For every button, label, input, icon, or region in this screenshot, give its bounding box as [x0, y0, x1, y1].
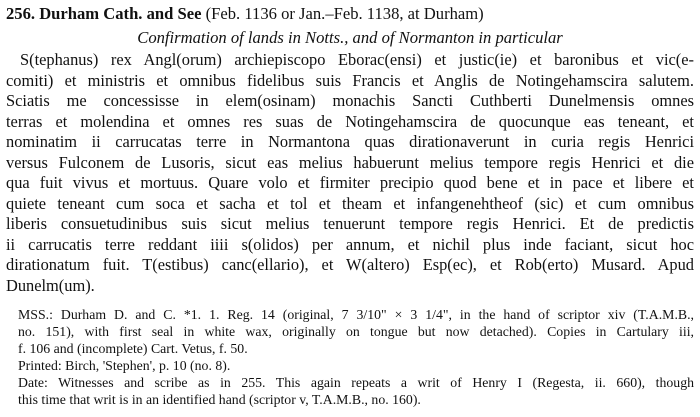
note-line: no. 151), with first seal in white wax, originally on tongue but now detached). Copies in Cartulary iii, [18, 324, 694, 339]
note-line: this time that writ is in an identified hand (scriptor v, T.A.M.B., no. 160). [18, 392, 421, 407]
charter-line: liberis consuetudinibus suis sicut melius tenuerunt tempore regis Henrici. Et de predictis [6, 214, 694, 233]
charter-line: S(tephanus) rex Angl(orum) archiepiscopo Eborac(ensi) et justic(ie) et baronibus et vic(e- [20, 50, 694, 69]
charter-line: qua fuit vivus et mortuus. Quare volo et firmiter precipio quod bene et in pace et libere et [6, 173, 694, 192]
charter-line: ii carrucatis terre reddant iiii s(olidos) per annum, et nichil plus inde faciant, sicut hoc [6, 234, 694, 254]
apparatus-notes [6, 306, 694, 408]
mss-note [6, 306, 694, 357]
charter-line: Dunelm(um). [6, 275, 95, 295]
charter-text [6, 50, 694, 296]
charter-line: versus Fulconem de Lusoris, sicut eas melius habuerunt melius tempore regis Henrici et die [6, 152, 694, 172]
note-line: Date: Witnesses and scribe as in 255. This again repeats a writ of Henry I (Regesta, ii. 660), though [18, 375, 694, 390]
note-line: f. 106 and (incomplete) Cart. Vetus, f. 50. [18, 341, 248, 356]
entry-title: Durham Cath. and See [39, 4, 202, 23]
date-note [6, 374, 694, 408]
note-line: Printed: Birch, 'Stephen', p. 10 (no. 8). [18, 358, 231, 373]
note-line: MSS.: Durham D. and C. *1. 1. Reg. 14 (original, 7 3/10" × 3 1/4", in the hand of scriptor xiv (T.A.M.B., [18, 307, 694, 322]
charter-line: comiti) et ministris et omnibus fidelibus suis Francis et Anglis de Notingehamscira salutem. [6, 70, 694, 90]
charter-line: quiete teneant cum soca et sacha et tol et theam et infangenehtheof (sic) et cum omnibus [6, 193, 694, 213]
printed-note [6, 357, 694, 374]
charter-line: dirationatum fuit. T(estibus) canc(ellario), et W(altero) Esp(ec), et Rob(erto) Musard. Apud [6, 255, 694, 274]
entry-date: (Feb. 1136 or Jan.–Feb. 1138, at Durham) [205, 4, 484, 23]
entry-number: 256. [6, 4, 36, 23]
entry-subtitle: Confirmation of lands in Notts., and of Normanton in particular [137, 28, 563, 47]
charter-line: Sciatis me concessisse in elem(osinam) monachis Sancti Cuthberti Dunelmensis omnes [6, 91, 694, 110]
entry-heading [6, 4, 694, 24]
charter-line: terras et molendina et omnes res suas de Notingehamscira de quocunque eas teneant, et [6, 111, 694, 131]
charter-line: nominatim ii carrucatas terre in Normantona quas dirationaverunt in curia regis Henrici [6, 132, 694, 151]
